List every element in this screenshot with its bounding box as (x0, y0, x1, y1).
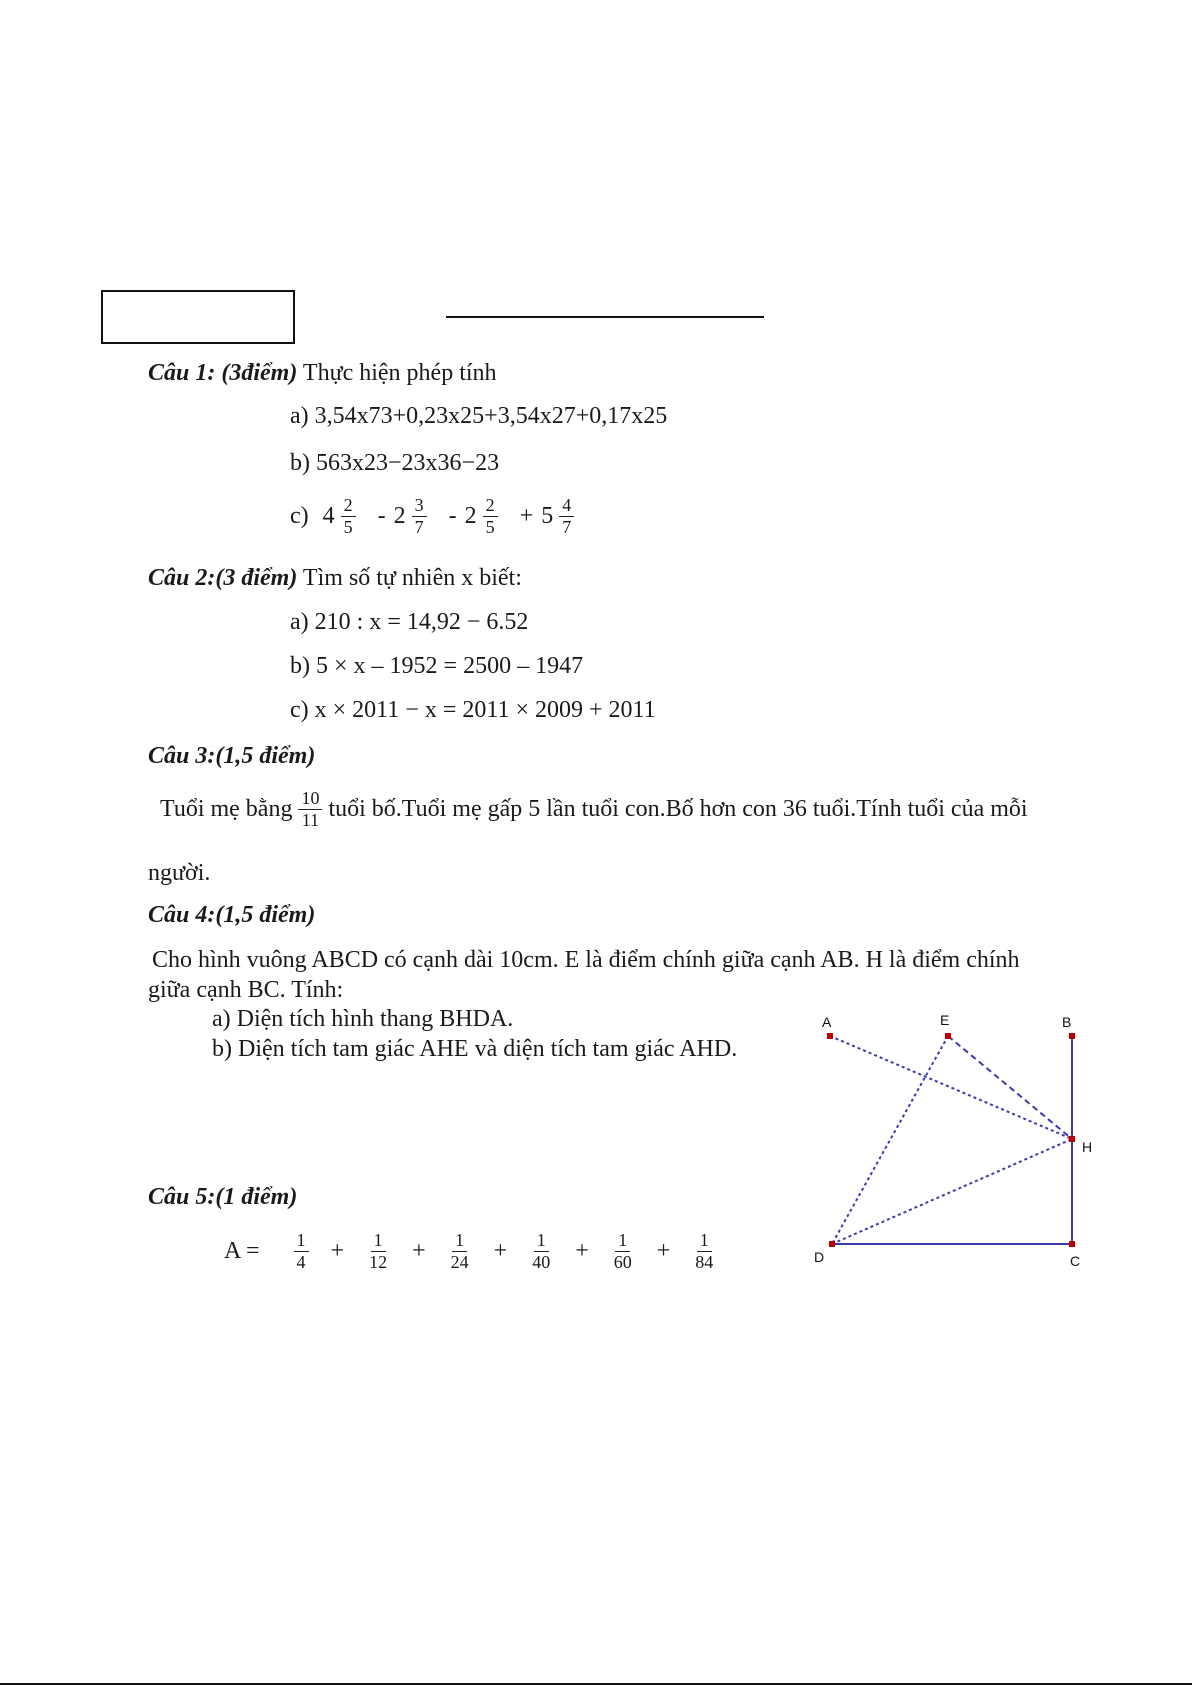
q1-c-op: - (448, 502, 457, 529)
q1-c-fraction-den: 7 (414, 516, 424, 537)
q1-c-fraction (341, 495, 356, 537)
q5-fraction-den: 40 (532, 1251, 551, 1272)
q3-line1 (160, 788, 1028, 830)
point-C (1069, 1241, 1075, 1247)
label-A: A (822, 1014, 832, 1030)
q1-c (290, 495, 588, 537)
point-E (945, 1033, 951, 1039)
q1-c-fraction-den: 7 (562, 516, 572, 537)
q5-lhs: A = (224, 1237, 260, 1264)
q5-op: + (575, 1237, 589, 1264)
q5-fraction (529, 1230, 553, 1272)
q5-fraction-den: 4 (296, 1251, 306, 1272)
q5-fraction-num: 1 (452, 1230, 467, 1252)
point-D (829, 1241, 835, 1247)
line-EH (948, 1036, 1072, 1139)
point-B (1069, 1033, 1075, 1039)
q5-fraction-den: 12 (369, 1251, 388, 1272)
q5-fraction (692, 1230, 716, 1272)
q5-expression (224, 1230, 730, 1272)
line-ED (832, 1036, 948, 1244)
q2-label: Câu 2:(3 điểm) (148, 565, 298, 591)
q5-fraction-den: 60 (613, 1251, 632, 1272)
q1-c-label: c) (290, 502, 309, 529)
q1-c-mixed-number (465, 495, 504, 537)
q4-a: a) Diện tích hình thang BHDA. (212, 1006, 514, 1032)
q3-post: tuổi bố.Tuổi mẹ gấp 5 lần tuổi con.Bố hơn con 36 tuổi.Tính tuổi của mỗi (328, 795, 1028, 822)
q1-c-whole: 4 (322, 502, 335, 529)
q1-c-op: + (519, 502, 534, 529)
q1-c-mixed-number (323, 495, 362, 537)
q1-c-mixed-number (394, 495, 433, 537)
q5-fraction (294, 1230, 309, 1272)
q5-fraction-num: 1 (294, 1230, 309, 1252)
q3-label: Câu 3:(1,5 điểm) (148, 743, 316, 769)
header-underline (446, 316, 764, 318)
q2-heading (148, 565, 522, 592)
q1-c-fraction (412, 495, 427, 537)
q1-c-fraction-den: 5 (485, 516, 495, 537)
q3-frac-num: 10 (298, 788, 322, 810)
q3-pre: Tuổi mẹ bằng (160, 795, 293, 822)
point-A (827, 1033, 833, 1039)
q5-op: + (656, 1237, 671, 1264)
q5-fraction-num: 1 (697, 1230, 712, 1252)
q5-op: + (493, 1237, 508, 1264)
header-box (101, 290, 295, 344)
q1-c-fraction-num: 2 (483, 495, 498, 517)
q2-text: Tìm số tự nhiên x biết: (302, 565, 522, 591)
q2-c: c) x × 2011 − x = 2011 × 2009 + 2011 (290, 697, 656, 723)
q1-c-fraction-den: 5 (343, 516, 353, 537)
q1-c-fraction (483, 495, 498, 537)
q5-op: + (412, 1237, 426, 1264)
q1-c-whole: 5 (541, 502, 554, 529)
q1-c-fraction-num: 4 (559, 495, 574, 517)
q5-fraction-den: 84 (695, 1251, 714, 1272)
q1-c-whole: 2 (393, 502, 406, 529)
label-C: C (1070, 1253, 1081, 1269)
q3-frac-den: 11 (301, 809, 320, 830)
q1-a: a) 3,54x73+0,23x25+3,54x27+0,17x25 (290, 403, 668, 429)
q4-line1: Cho hình vuông ABCD có cạnh dài 10cm. E là điểm chính giữa cạnh AB. H là điểm chính (152, 947, 1020, 973)
q1-c-mixed-number (541, 495, 580, 537)
line-AH (830, 1036, 1072, 1139)
label-H: H (1082, 1139, 1093, 1155)
label-B: B (1062, 1014, 1072, 1030)
q1-heading (148, 360, 497, 387)
q5-fraction-num: 1 (371, 1230, 386, 1252)
line-DH (832, 1139, 1072, 1244)
q4-b: b) Diện tích tam giác AHE và diện tích tam giác AHD. (212, 1036, 738, 1062)
point-H (1069, 1136, 1075, 1142)
square-figure (800, 1000, 1100, 1280)
q4-label: Câu 4:(1,5 điểm) (148, 902, 316, 928)
q5-fraction-num: 1 (534, 1230, 549, 1252)
q2-b: b) 5 × x – 1952 = 2500 – 1947 (290, 653, 584, 679)
q3-fraction (298, 788, 322, 830)
q5-fraction (448, 1230, 472, 1272)
q5-fraction (366, 1230, 390, 1272)
q5-op: + (330, 1237, 345, 1264)
q3-line2: người. (148, 860, 211, 886)
q1-c-fraction-num: 2 (341, 495, 356, 517)
q1-c-op: - (377, 502, 386, 529)
q4-line2: giữa cạnh BC. Tính: (148, 977, 344, 1003)
q5-fraction-num: 1 (615, 1230, 630, 1252)
q1-text: Thực hiện phép tính (302, 360, 497, 386)
q5-label: Câu 5:(1 điểm) (148, 1184, 298, 1210)
q1-b: b) 563x23−23x36−23 (290, 450, 500, 476)
q1-c-fraction (559, 495, 574, 537)
q1-c-whole: 2 (464, 502, 477, 529)
label-D: D (814, 1249, 825, 1265)
q1-label: Câu 1: (3điểm) (148, 360, 298, 386)
q2-a: a) 210 : x = 14,92 − 6.52 (290, 609, 529, 635)
label-E: E (940, 1012, 950, 1028)
q5-fraction (611, 1230, 635, 1272)
q1-c-fraction-num: 3 (412, 495, 427, 517)
q5-fraction-den: 24 (450, 1251, 469, 1272)
